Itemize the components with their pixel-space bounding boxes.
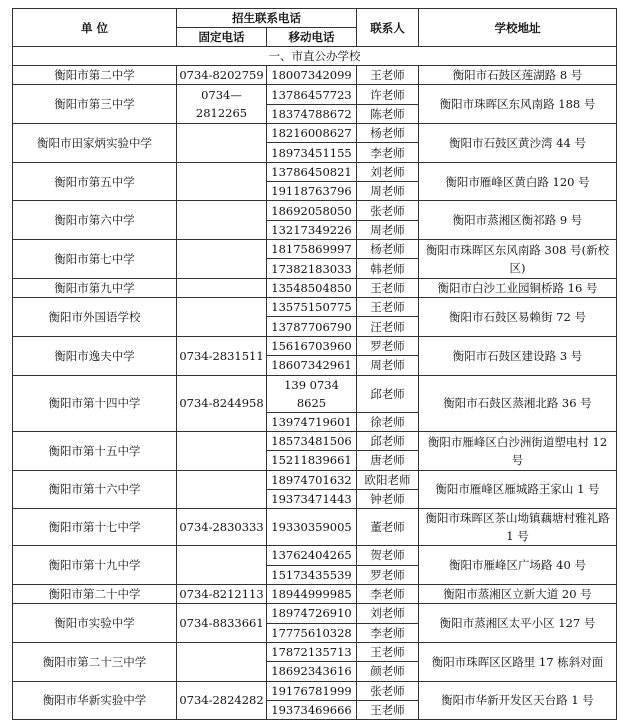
contact-person: 刘老师 [357,162,419,181]
table-row [13,336,617,355]
contact-person: 李老师 [357,623,419,642]
table-row [13,546,617,565]
school-address: 衡阳市石鼓区蒸湘北路 36 号 [419,375,617,431]
school-name: 衡阳市第十六中学 [13,470,177,509]
contact-person: 周老师 [357,182,419,201]
landline-phone [177,162,267,201]
mobile-phone: 19118763796 [267,182,357,201]
mobile-phone: 18374788672 [267,104,357,123]
mobile-phone: 18944999985 [267,584,357,603]
landline-phone: 0734-2824282 [177,681,267,720]
school-address: 衡阳市蒸湘区立新大道 20 号 [419,584,617,603]
school-name: 衡阳市第二中学 [13,66,177,85]
mobile-phone: 17775610328 [267,623,357,642]
contact-person: 周老师 [357,356,419,375]
landline-phone [177,298,267,337]
contact-person: 邱老师 [357,431,419,450]
contact-person: 李老师 [357,584,419,603]
landline-phone [177,546,267,585]
mobile-phone: 13762404265 [267,546,357,565]
table-row [13,642,617,661]
mobile-phone: 15616703960 [267,336,357,355]
contact-person: 刘老师 [357,604,419,623]
mobile-phone: 17382183033 [267,259,357,278]
school-address: 衡阳市石鼓区黄沙湾 44 号 [419,124,617,163]
school-address: 衡阳市雁峰区黄白路 120 号 [419,162,617,201]
school-name: 衡阳市第二十中学 [13,584,177,603]
contact-person: 钟老师 [357,489,419,508]
contact-person: 许老师 [357,85,419,104]
landline-phone [177,278,267,297]
mobile-phone: 19330359005 [267,509,357,546]
school-name: 衡阳市第三中学 [13,85,177,124]
contact-person: 陈老师 [357,104,419,123]
contact-person: 王老师 [357,278,419,297]
contact-person: 王老师 [357,642,419,661]
landline-phone: 0734-2831511 [177,336,267,375]
contact-person: 徐老师 [357,412,419,431]
contact-person: 张老师 [357,681,419,700]
contact-person: 欧阳老师 [357,470,419,489]
header-mobile: 移动电话 [267,28,357,47]
landline-phone: 0734-8833661 [177,604,267,643]
landline-phone [177,124,267,163]
school-name: 衡阳市实验中学 [13,604,177,643]
contact-person: 汪老师 [357,317,419,336]
school-address: 衡阳市珠晖区区路里 17 栋斜对面 [419,642,617,681]
contact-person: 周老师 [357,220,419,239]
contact-person: 王老师 [357,66,419,85]
landline-phone [177,431,267,470]
table-row [13,201,617,220]
landline-phone [177,642,267,681]
school-contact-table [12,8,617,720]
contact-person: 韩老师 [357,259,419,278]
school-name: 衡阳市第十九中学 [13,546,177,585]
mobile-phone: 13786450821 [267,162,357,181]
contact-person: 贺老师 [357,546,419,565]
mobile-phone: 15211839661 [267,451,357,470]
section-title: 一、市直公办学校 [13,47,617,66]
header-unit: 单 位 [13,9,177,47]
landline-phone: 0734—2812265 [177,85,267,124]
table-row [13,509,617,546]
school-address: 衡阳市石鼓区易赖街 72 号 [419,298,617,337]
landline-phone: 0734-8202759 [177,66,267,85]
mobile-phone: 18973451155 [267,143,357,162]
table-row [13,470,617,489]
landline-phone: 0734-8244958 [177,375,267,431]
mobile-phone: 18692343616 [267,662,357,681]
table-row [13,278,617,297]
mobile-phone: 18007342099 [267,66,357,85]
table-row [13,298,617,317]
mobile-phone: 13787706790 [267,317,357,336]
school-name: 衡阳市外国语学校 [13,298,177,337]
table-row [13,240,617,259]
school-address: 衡阳市白沙工业园铜桥路 16 号 [419,278,617,297]
landline-phone [177,240,267,279]
mobile-phone: 13786457723 [267,85,357,104]
contact-person: 颜老师 [357,662,419,681]
table-row [13,431,617,450]
mobile-phone: 18974726910 [267,604,357,623]
mobile-phone: 17872135713 [267,642,357,661]
contact-person: 罗老师 [357,336,419,355]
mobile-phone: 18175869997 [267,240,357,259]
mobile-phone: 18974701632 [267,470,357,489]
table-row [13,85,617,104]
mobile-phone: 139 0734 8625 [267,375,357,412]
school-address: 衡阳市华新开发区天台路 1 号 [419,681,617,720]
school-address: 衡阳市蒸湘区衡祁路 9 号 [419,201,617,240]
header-contact: 联系人 [357,9,419,47]
contact-person: 罗老师 [357,565,419,584]
mobile-phone: 18573481506 [267,431,357,450]
school-name: 衡阳市田家炳实验中学 [13,124,177,163]
table-row [13,375,617,412]
table-row [13,604,617,623]
school-name: 衡阳市逸夫中学 [13,336,177,375]
contact-person: 杨老师 [357,240,419,259]
mobile-phone: 13217349226 [267,220,357,239]
mobile-phone: 18216008627 [267,124,357,143]
school-name: 衡阳市第六中学 [13,201,177,240]
header-address: 学校地址 [419,9,617,47]
contact-person: 唐老师 [357,451,419,470]
contact-person: 杨老师 [357,124,419,143]
school-name: 衡阳市第二十三中学 [13,642,177,681]
mobile-phone: 13548504850 [267,278,357,297]
school-address: 衡阳市珠晖区茶山坳镇藕塘村雅礼路 1 号 [419,509,617,546]
table-row [13,162,617,181]
mobile-phone: 13575150775 [267,298,357,317]
landline-phone: 0734-8212113 [177,584,267,603]
landline-phone [177,470,267,509]
school-name: 衡阳市第五中学 [13,162,177,201]
school-address: 衡阳市石鼓区建设路 3 号 [419,336,617,375]
school-name: 衡阳市第七中学 [13,240,177,279]
school-address: 衡阳市珠晖区东风南路 308 号(新校区) [419,240,617,279]
table-row [13,66,617,85]
mobile-phone: 19176781999 [267,681,357,700]
mobile-phone: 18692058050 [267,201,357,220]
contact-person: 董老师 [357,509,419,546]
school-name: 衡阳市第九中学 [13,278,177,297]
school-name: 衡阳市第十五中学 [13,431,177,470]
mobile-phone: 13974719601 [267,412,357,431]
school-address: 衡阳市雁峰区白沙洲街道塑电村 12 号 [419,431,617,470]
contact-person: 李老师 [357,143,419,162]
mobile-phone: 19373469666 [267,700,357,719]
school-address: 衡阳市雁峰区雁城路王家山 1 号 [419,470,617,509]
mobile-phone: 15173435539 [267,565,357,584]
school-name: 衡阳市第十七中学 [13,509,177,546]
header-phone-group: 招生联系电话 [177,9,357,28]
school-address: 衡阳市蒸湘区太平小区 127 号 [419,604,617,643]
school-name: 衡阳市华新实验中学 [13,681,177,720]
mobile-phone: 18607342961 [267,356,357,375]
table-row [13,681,617,700]
table-row [13,124,617,143]
school-address: 衡阳市石鼓区莲湖路 8 号 [419,66,617,85]
contact-person: 王老师 [357,700,419,719]
school-address: 衡阳市珠晖区东风南路 188 号 [419,85,617,124]
mobile-phone: 19373471443 [267,489,357,508]
table-row [13,584,617,603]
contact-person: 王老师 [357,298,419,317]
contact-person: 邱老师 [357,375,419,412]
landline-phone: 0734-2830333 [177,509,267,546]
landline-phone [177,201,267,240]
school-address: 衡阳市雁峰区广场路 40 号 [419,546,617,585]
table-body [13,47,617,720]
contact-person: 张老师 [357,201,419,220]
header-landline: 固定电话 [177,28,267,47]
school-name: 衡阳市第十四中学 [13,375,177,431]
